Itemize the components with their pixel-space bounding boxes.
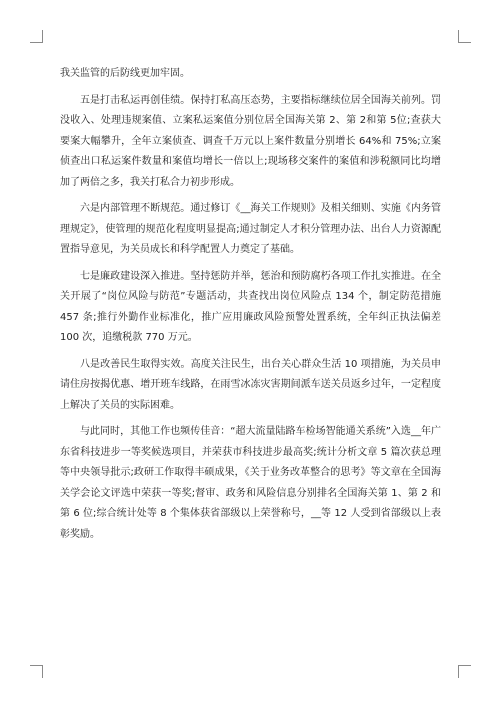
- paragraph-livelihood: 八是改善民生取得实效。高度关注民生，出台关心群众生活 10 项措施，为关员申请住房按揭优惠、增开班车线路，在雨雪冰冻灾害期间派车送关员返乡过年，一定程度上解决了关员的实际困难。: [60, 358, 441, 411]
- paragraph-integrity-building: 七是廉政建设深入推进。坚持惩防并举，惩治和预防腐朽各项工作扎实推进。在全关开展了“岗位风险与防范”专题活动，共查找出岗位风险点 134 个，制定防范措施457 条;推行外勤作业标准化，推广应用廉政风险预警处置系统，全年纠正执法偏差 100 次，追缴税款 770 万元。: [60, 270, 441, 343]
- crop-mark-bottom-right: [458, 665, 471, 678]
- crop-mark-top-left: [30, 30, 43, 43]
- paragraph-other-achievements: 与此同时，其他工作也频传佳音：“超大流量陆路车检场智能通关系统”入选__年广东省科技进步一等奖候选项目，并荣获市科技进步最高奖;统计分析文章 5 篇次获总理等中央领导批示;政研工作取得丰硕成果，《关于业务改革整合的思考》等文章在全国海关学会论文评选中荣获一等奖;督审、政务和风险信息分别排名全国海关第 1、第 2 和第 6 位;综合统计处等 8 个集体获省部级以上荣誉称号，__等 12 人受到省部级以上表彰奖励。: [60, 426, 441, 540]
- crop-mark-bottom-left: [30, 665, 43, 678]
- document-body: [60, 64, 441, 551]
- crop-mark-top-right: [458, 30, 471, 43]
- paragraph-continuation: 我关监管的后防线更加牢固。: [60, 68, 190, 79]
- paragraph-anti-smuggling: 五是打击私运再创佳绩。保持打私高压态势，主要指标继续位居全国海关前列。罚没收入、处理违规案值、立案私运案值分别位居全国海关第 2、第 2和第 5位;查获大要案大幅攀升，全年立案侦查、调查千万元以上案件数量分别增长 64%和 75%;立案侦查出口私运案件数量和案值均增长一倍以上;现场移交案件的案值和涉税额同比均增加了两倍之多，我关打私合力初步形成。: [60, 94, 441, 188]
- paragraph-internal-management: 六是内部管理不断规范。通过修订《__海关工作规则》及相关细则、实施《内务管理规定》，使管理的规范化程度明显提高;通过制定人才积分管理办法、出台人力资源配置指导意见，为关员成长和科学配置人力奠定了基础。: [60, 203, 441, 255]
